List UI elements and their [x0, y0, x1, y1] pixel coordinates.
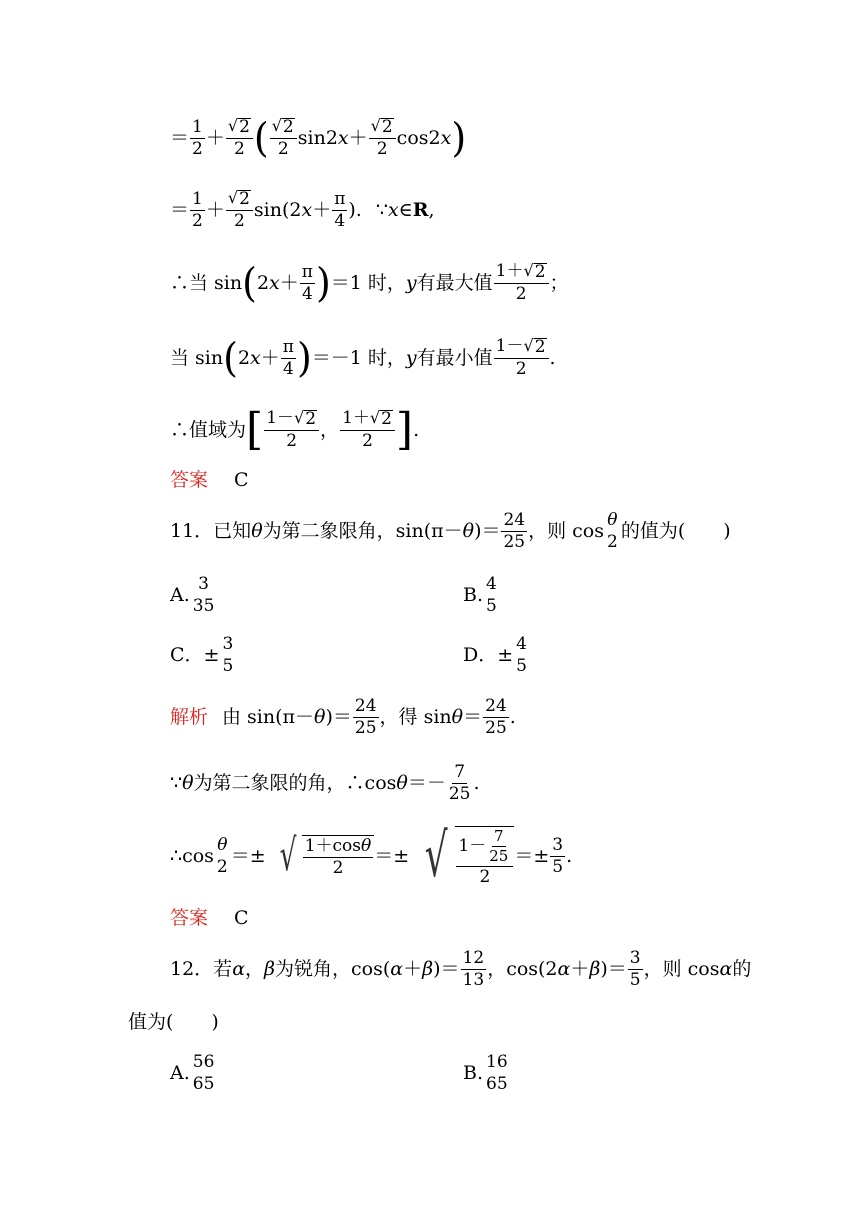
answer-value: C [234, 468, 249, 491]
option-c[interactable]: C．± 3 5 [170, 633, 234, 676]
fraction: √ 2 2 [226, 118, 253, 158]
question-12: 12．若 α ， β 为锐角，cos( α ＋ β )＝ $\frac{12}{13}$ ，cos(2 α ＋ β )＝ $\frac{3}{5}$ ，则 cos α 的 [170, 947, 752, 990]
question-11: 11．已知 θ 为第二象限角，sin(π－ θ )＝ $\frac{24}{25}$ ，则 cos θ 2 的值为( ) [170, 509, 731, 552]
fraction: √ 2 2 [270, 118, 297, 158]
solution-label: 解析 [170, 705, 209, 728]
answer-label: 答案 [170, 906, 209, 929]
solution-line-1: 解析 由 sin(π－ θ )＝ $\frac{24}{25}$ ，得 sin θ ＝ $\frac{24}{25}$ . [170, 695, 516, 738]
sqrt: √ 2 [227, 116, 250, 137]
radical-sign: √ [424, 821, 448, 891]
plus: ＋ [205, 126, 225, 149]
radical-sign: √ [279, 830, 297, 881]
eq-line-3: ∴当 sin ( 2 x ＋ $\frac{\pi}{4}$ ) ＝1 时， y 有最大值 1＋ √ 2 2 ； [170, 259, 569, 307]
solution-line-2: ∵ θ 为第二象限的角，∴cos θ ＝－ $\frac{7}{25}$ . [170, 761, 480, 804]
eq-line-1: ＝ $\frac{1}{2}$ ＋ √ 2 2 ( √ 2 2 sin2 x ＋ √ 2 2 cos2 x ) [170, 114, 467, 162]
equals: ＝ [170, 126, 190, 149]
option-b[interactable]: B. 16 65 [463, 1051, 508, 1094]
answer-line-1 [170, 468, 249, 492]
eq-line-4: 当 sin ( 2 x ＋ $\frac{\pi}{4}$ ) ＝－1 时， y 有最小值 1－ √ 2 2 . [170, 334, 556, 382]
option-a[interactable]: A. 56 65 [170, 1051, 215, 1094]
left-paren: ( [253, 114, 269, 162]
option-a[interactable]: A. 3 35 [170, 573, 215, 616]
eq-line-5: ∴值域为 [ 1－ √ 2 2 ， 1＋ √ 2 2 ] . [170, 404, 420, 455]
fraction: $\frac{1}{2}$ [192, 116, 203, 159]
option-d[interactable]: D．± 4 5 [463, 633, 527, 676]
question-12-cont: 值为( ) [128, 1010, 219, 1033]
fraction: √ 2 2 [369, 118, 396, 158]
solution-line-3: ∴cos θ 2 ＝± √ $\frac{1+\cos\theta}{2}$ ＝± √ 1－ $\frac{7}{25}$ 2 ＝± $\frac{3}{5}$ . [170, 821, 573, 891]
eq-line-2: ＝ $\frac{1}{2}$ ＋ √ 2 2 sin(2 x ＋ $\frac{\pi}{4}$ ). ∵ x ∈ R , [170, 188, 435, 231]
answer-label: 答案 [170, 468, 209, 491]
answer-line-2 [170, 906, 249, 930]
answer-value: C [234, 906, 249, 929]
right-paren: ) [451, 114, 467, 162]
option-b[interactable]: B. 4 5 [463, 573, 497, 616]
